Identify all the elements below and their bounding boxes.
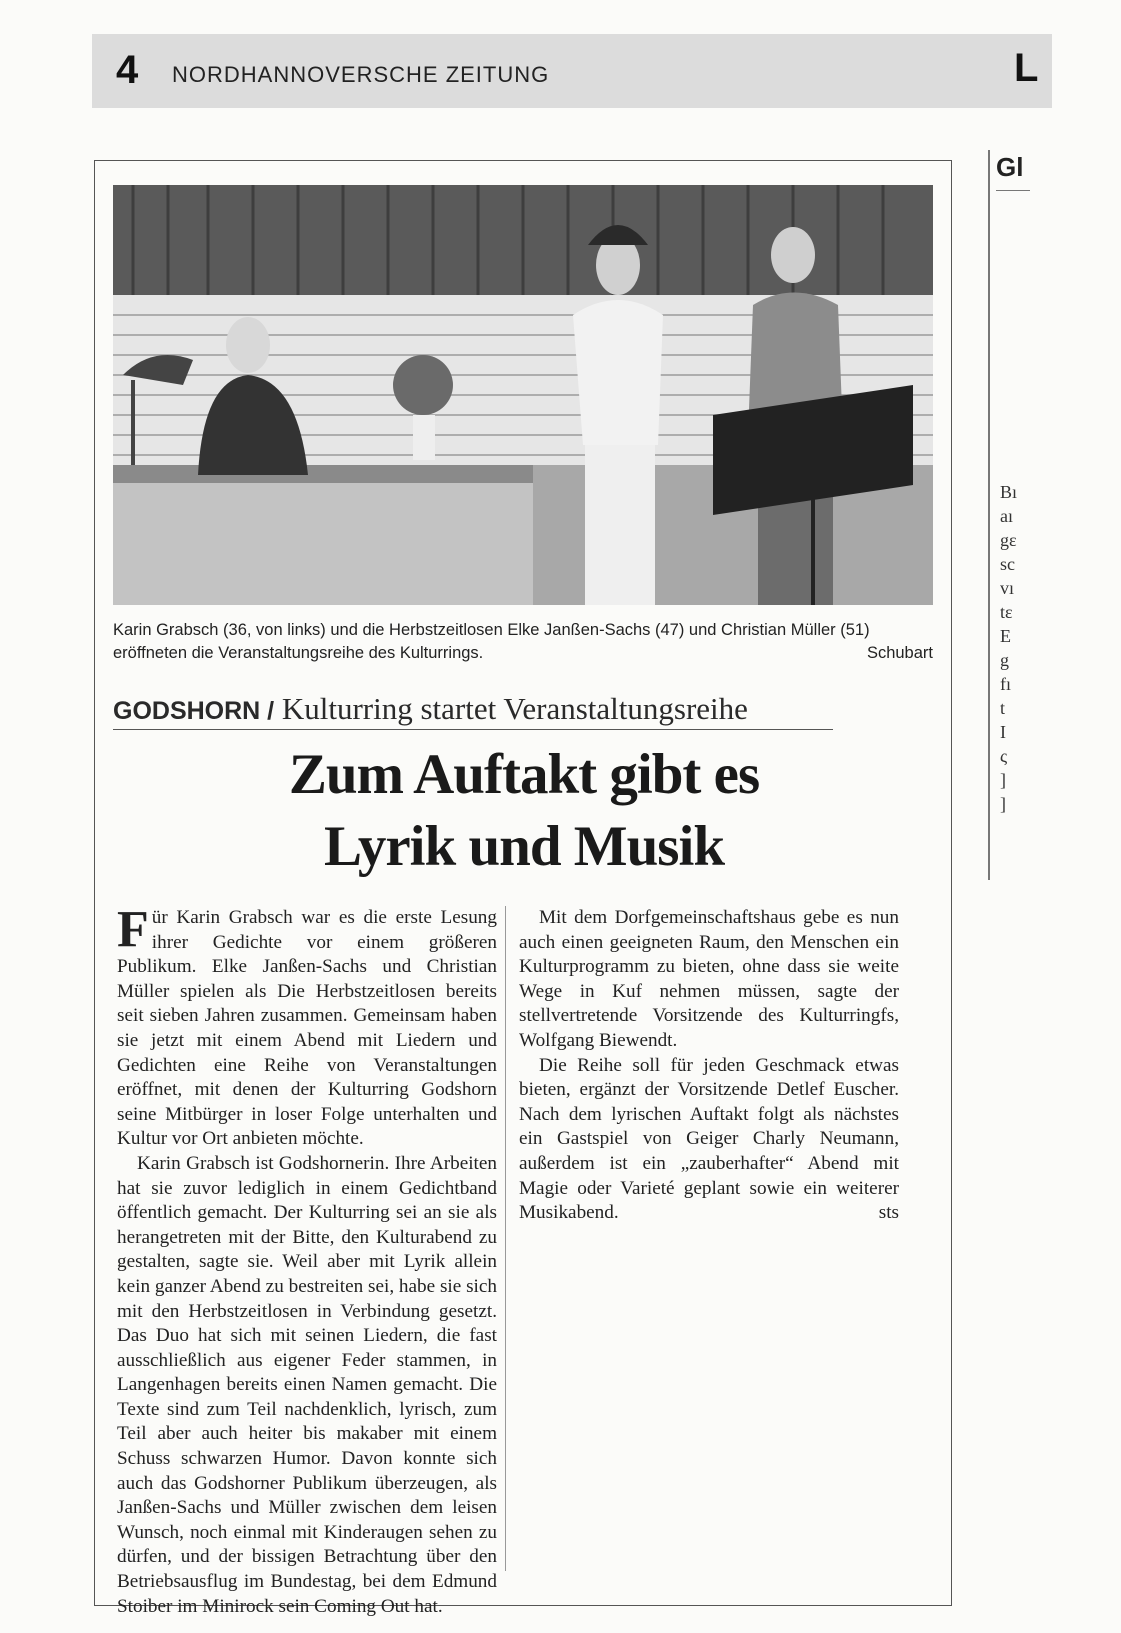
paragraph-1-text: ür Karin Grabsch war es die erste Lesung ihrer Gedichte vor einem größeren Publikum. Elke Janßen-Sachs und Christian Müller spielen als Die Herbstzeitlosen bereits seit sieben Jahren zusammen. Gemeinsam haben sie jetzt mit einem Abend mit Liedern und Gedichten eine Reihe von Veranstaltungen eröffnet, mit denen der Kulturring Godshorn seine Mitbürger in loser Folge unterhalten und Kultur vor Ort anbieten möchte.: [117, 907, 497, 1150]
newspaper-name: NORDHANNOVERSCHE ZEITUNG: [172, 62, 550, 87]
fragment-line: aı: [1000, 506, 1013, 526]
headline-line-1: Zum Auftakt gibt es: [288, 743, 760, 806]
paragraph-4: [519, 1054, 899, 1226]
article-column-left: [117, 901, 497, 1619]
fragment-line: g: [1000, 650, 1009, 670]
photo-illustration: [113, 185, 933, 605]
caption-text: Karin Grabsch (36, von links) und die Herbstzeitlosen Elke Janßen-Sachs (47) und Christian Müller (51) eröffneten die Veranstaltungsreihe des Kulturrings.: [113, 621, 870, 662]
fragment-line: tε: [1000, 602, 1013, 622]
fragment-line: vı: [1000, 578, 1015, 598]
paragraph-1: [117, 901, 497, 1152]
fragment-line: t: [1000, 698, 1006, 718]
adjacent-page-letter: L: [1014, 46, 1039, 90]
paragraph-4-text: Die Reihe soll für jeden Geschmack etwas bieten, ergänzt der Vorsitzende Detlef Euscher. Nach dem lyrischen Auftakt folgt als nächstes ein Gastspiel von Geiger Charly Neumann, außerdem ist ein „zauberhafter“ Abend mit Magie oder Varieté geplant sowie ein weiterer Musikabend.: [519, 1054, 899, 1224]
fragment-line: ς: [1000, 746, 1008, 766]
article-photo: [113, 185, 933, 605]
fragment-line: Bı: [1000, 482, 1018, 502]
article-box: [94, 160, 952, 1617]
author-initials: sts: [878, 1202, 899, 1224]
headline: [95, 739, 953, 883]
fragment-line: I: [1000, 722, 1006, 742]
kicker: [113, 691, 833, 730]
adjacent-headline-fragment: Gl: [996, 152, 1024, 182]
photo-credit: Schubart: [866, 644, 933, 662]
article-column-right: [519, 906, 899, 1226]
fragment-line: E: [1000, 626, 1011, 646]
adjacent-headline-rule: [996, 190, 1030, 191]
paragraph-2: Karin Grabsch ist Godshornerin. Ihre Arbeiten hat sie zuvor lediglich in einem Gedichtband öffentlich gemacht. Der Kulturring sei an sie als herangetreten mit der Bitte, den Kulturabend zu gestalten, sagte sie. Weil aber mit Lyrik allein kein ganzer Abend zu bestreiten sei, habe sie sich mit den Herbstzeitlosen in Verbindung gesetzt. Das Duo hat sich mit seinen Liedern, die fast ausschließlich aus eigener Feder stammen, in Langenhagen bereits einen Namen gemacht. Die Texte sind zum Teil nachdenklich, lyrisch, zum Teil aber auch heiter bis makaber mit einem Schuss schwarzen Humor. Davon konnte sich auch das Godshorner Publikum überzeugen, als Janßen-Sachs und Müller zwischen dem leisen Wunsch, noch einmal mit Kinderaugen sehen zu dürfen, und der bissigen Betrachtung über den Betriebsausflug im Bundestag, bei dem Edmund Stoiber im Minirock sein Coming Out hat.: [117, 1152, 497, 1617]
adjacent-text-fragments: [1000, 480, 1040, 816]
paragraph-3: Mit dem Dorfgemeinschaftshaus gebe es nun auch einen geeigneten Raum, den Menschen ein Kulturprogramm zu bieten, ohne dass sie weite Wege in Kuf nehmen müssen, sagte der stellvertretende Vorsitzende des Kulturringfs, Wolfgang Biewendt.: [519, 907, 899, 1051]
kicker-location: GODSHORN /: [113, 697, 275, 725]
page-number: 4: [116, 48, 139, 92]
masthead: [92, 34, 1052, 108]
column-divider: [505, 906, 506, 1571]
headline-line-2: Lyrik und Musik: [323, 815, 725, 878]
fragment-line: ]: [1000, 770, 1006, 790]
fragment-line: ]: [1000, 794, 1006, 814]
drop-cap: F: [117, 901, 149, 958]
fragment-line: fı: [1000, 674, 1011, 694]
kicker-topic: Kulturring startet Veranstaltungsreihe: [281, 691, 748, 726]
adjacent-article-rule: [988, 150, 990, 880]
photo-caption: [113, 619, 933, 665]
fragment-line: sc: [1000, 554, 1015, 574]
fragment-line: gε: [1000, 530, 1017, 550]
